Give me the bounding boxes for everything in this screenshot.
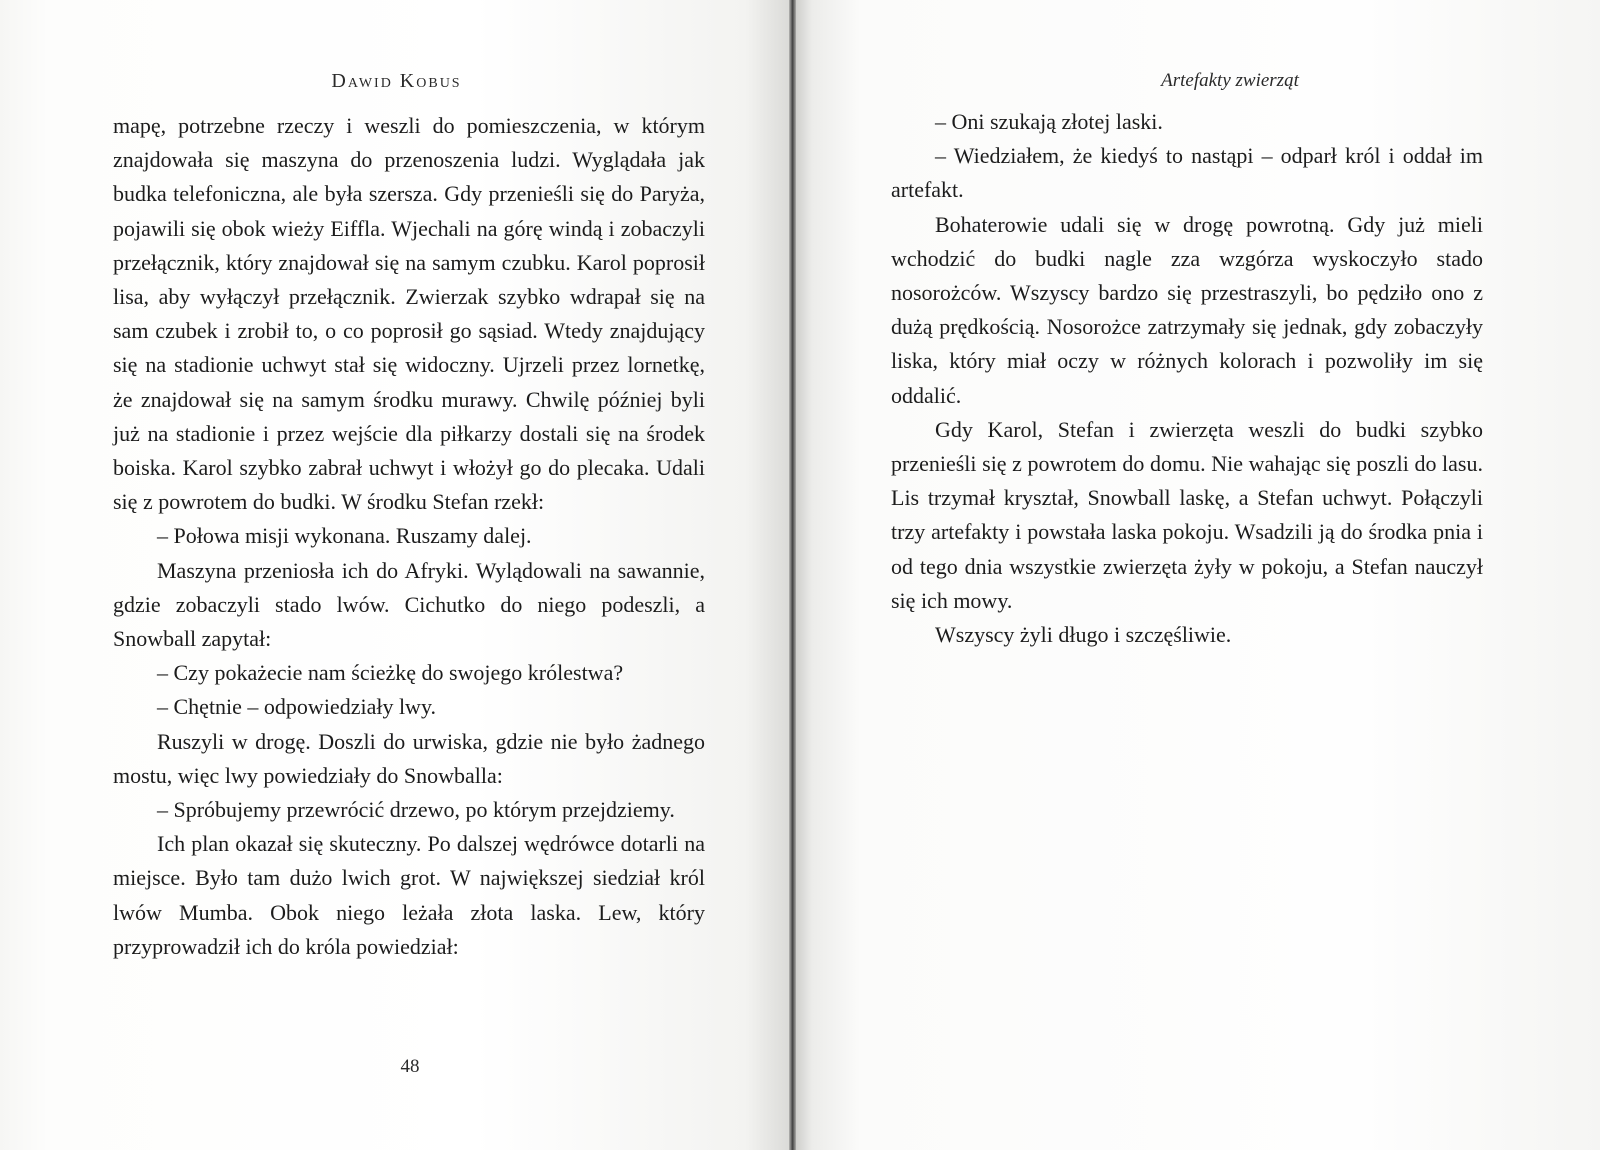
dialogue-line: – Spróbujemy przewrócić drzewo, po którym przejdziemy. [157,797,675,823]
dialogue-line: – Chętnie – odpowiedziały lwy. [157,694,437,720]
paragraph: Maszyna przeniosła ich do Afryki. Wylądowali na sawannie, gdzie zobaczyli stado lwów. Cichutko do niego podeszli, a Snowball zapytał: [113,557,705,652]
paragraph: Ruszyli w drogę. Doszli do urwiska, gdzie nie było żadnego mostu, więc lwy powiedziały do Snowballa: [113,728,705,788]
page-number: 48 [400,1056,420,1077]
paragraph: Bohaterowie udali się w drogę powrotną. Gdy już mieli wchodzić do budki nagle zza wzgórza wyskoczyło stado nosorożców. Wszyscy bardzo się przestraszyli, bo pędziło ono z dużą prędkością. Nosorożce zatrzymały się jednak, gdy zobaczyły liska, który miał oczy w różnych kolorach i pozwoliły im się oddalić. [891,211,1483,408]
dialogue-line: – Połowa misji wykonana. Ruszamy dalej. [157,523,532,549]
running-head-title: Artefakty zwierząt [1161,70,1299,91]
running-head-author: Dawid Kobus [331,70,462,92]
dialogue-line: – Oni szukają złotej laski. [935,109,1163,134]
dialogue-line: – Wiedziałem, że kiedyś to nastąpi – odparł król i oddał im artefakt. [891,143,1483,203]
left-page [0,0,793,1150]
dialogue-line: – Czy pokażecie nam ścieżkę do swojego królestwa? [157,660,624,686]
paragraph: Gdy Karol, Stefan i zwierzęta weszli do budki szybko przenieśli się z powrotem do domu. Nie wahając się poszli do lasu. Lis trzymał kryształ, Snowball laskę, a Stefan uchwyt. Połączyli trzy artefakty i powstała laska pokoju. Wsadzili ją do środka pnia i od tego dnia wszystkie zwierzęta żyły w pokoju, a Stefan nauczył się ich mowy. [891,416,1483,613]
paragraph: Ich plan okazał się skuteczny. Po dalszej wędrówce dotarli na miejsce. Było tam dużo lwich grot. W największej siedział król lwów Mumba. Obok niego leżała złota laska. Lew, który przyprowadził ich do króla powiedział: [113,831,705,959]
closing-line: Wszyscy żyli długo i szczęśliwie. [935,622,1232,648]
left-page-text [113,109,705,964]
paragraph: mapę, potrzebne rzeczy i weszli do pomieszczenia, w którym znajdowała się maszyna do przenoszenia ludzi. Wyglądała jak budka telefoniczna, ale była szersza. Gdy przenieśli się do Paryża, pojawili się obok wieży Eiffla. Wjechali na górę windą i zobaczyli przełącznik, który znajdował się na samym czubku. Karol poprosił lisa, aby wyłączył przełącznik. Zwierzak szybko wdrapał się na sam czubek i zrobił to, o co poprosił go sąsiad. Wtedy znajdujący się na stadionie uchwyt stał się widoczny. Ujrzeli przez lornetkę, że znajdował się na samym środku murawy. Chwilę później byli już na stadionie i przez wejście dla piłkarzy dostali się na środek boiska. Karol szybko zabrał uchwyt i włożył go do plecaka. Udali się z powrotem do budki. W środku Stefan rzekł: [113,113,705,515]
right-page-text [891,105,1483,652]
